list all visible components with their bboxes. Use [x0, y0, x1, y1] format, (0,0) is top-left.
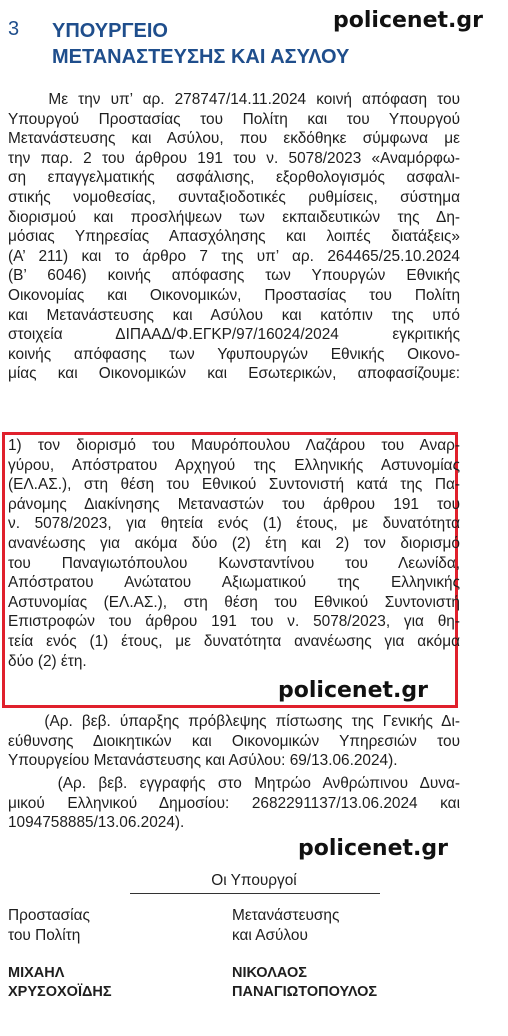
- ministry-heading-line1: ΥΠΟΥΡΓΕΙΟ: [52, 20, 168, 42]
- minister-right-name: [232, 964, 377, 1002]
- budget-line: (Αρ. βεβ. ύπαρξης πρόβλεψης πίστωσης της Γενικής Δι-: [8, 713, 460, 730]
- minister-left-role-line2: του Πολίτη: [8, 927, 81, 944]
- minister-left-last-name: ΧΡΥΣΟΧΟΪΔΗΣ: [8, 984, 112, 1000]
- decision-line: Επιστροφών του άρθρου 191 του ν. 5078/2023, για θη-: [8, 613, 460, 631]
- intro-line: Οικονομίας και Οικονομικών, Προστασίας του Πολίτη: [8, 286, 460, 304]
- intro-line: διορισμού και προσλήψεων των εκπαιδευτικών της Δη-: [8, 208, 460, 226]
- intro-line: Μετανάστευσης και Ασύλου, που εκδόθηκε σύμφωνα με: [8, 130, 460, 148]
- minister-right-role-line2: και Ασύλου: [232, 927, 308, 944]
- intro-line: Με την υπ’ αρ. 278747/14.11.2024 κοινή απόφαση του: [8, 91, 460, 108]
- decision-paragraph: [8, 436, 460, 671]
- decision-line: ράνομης Διακίνησης Μεταναστών του άρθρου 191 του: [8, 495, 460, 513]
- intro-line: μίας και Οικονομικών και Εσωτερικών, αποφασίζουμε:: [8, 365, 460, 383]
- decision-line: 1) τον διορισμό του Μαυρόπουλου Λαζάρου του Αναρ-: [8, 437, 460, 454]
- ministry-heading-line2: ΜΕΤΑΝΑΣΤΕΥΣΗΣ ΚΑΙ ΑΣΥΛΟΥ: [52, 46, 350, 68]
- decision-line: τεία ενός (1) έτους, με δυνατότητα ανανέωσης για ακόμα: [8, 632, 460, 650]
- intro-line: (Α’ 211) και το άρθρο 7 της υπ’ αρ. 264465/25.10.2024: [8, 247, 460, 265]
- minister-left-role-line1: Προστασίας: [8, 907, 90, 924]
- signature-divider: [130, 893, 380, 894]
- intro-line: Υπουργού Προστασίας του Πολίτη και του Υπουργού: [8, 110, 460, 128]
- registry-line: 1094758885/13.06.2024).: [8, 814, 185, 832]
- decision-line: (ΕΛ.ΑΣ.), στη θέση του Εθνικού Συντονιστή κατά της Πα-: [8, 476, 460, 494]
- watermark-middle: policenet.gr: [278, 678, 428, 703]
- intro-line: στοιχεία ΔΙΠΑΑΔ/Φ.ΕΓΚΡ/97/16024/2024 εγκριτικής: [8, 326, 460, 344]
- intro-line: την παρ. 2 του άρθρου 191 του ν. 5078/2023 «Αναμόρφω-: [8, 149, 460, 167]
- decision-line: του Παναγιωτόπουλου Κωνσταντίνου του Λεωνίδα,: [8, 554, 460, 572]
- registry-line: μικού Ελληνικού Δημοσίου: 2682291137/13.06.2024 και: [8, 794, 460, 812]
- budget-note: [8, 712, 460, 771]
- ministry-heading: [52, 18, 349, 70]
- registry-note: [8, 774, 460, 833]
- decision-line: ν. 5078/2023, για θητεία ενός (1) έτους, με δυνατότητα: [8, 515, 460, 533]
- minister-left-first-name: ΜΙΧΑΗΛ: [8, 965, 65, 981]
- decision-line: ανανέωσης για ακόμα δύο (2) έτη και 2) τον διορισμό: [8, 534, 460, 552]
- registry-line: (Αρ. βεβ. εγγραφής στο Μητρώο Ανθρώπινου Δυνα-: [8, 775, 460, 792]
- intro-line: κοινής απόφασης των Υφυπουργών Εθνικής Οικονο-: [8, 345, 460, 363]
- decision-line: Αστυνομίας (ΕΛ.ΑΣ.), στη θέση του Εθνικού Συντονιστή: [8, 593, 460, 611]
- minister-left-name: [8, 964, 112, 1002]
- minister-right-role-line1: Μετανάστευσης: [232, 907, 340, 924]
- intro-line: και Μετανάστευσης και Ασύλου και κατόπιν της υπό: [8, 306, 460, 324]
- decision-line: δύο (2) έτη.: [8, 652, 87, 670]
- section-number: 3: [8, 18, 20, 40]
- minister-left: [8, 906, 112, 1002]
- watermark-top: policenet.gr: [333, 8, 483, 33]
- budget-line: Υπουργείου Μετανάστευσης και Ασύλου: 69/13.06.2024).: [8, 752, 398, 770]
- minister-right-last-name: ΠΑΝΑΓΙΩΤΟΠΟΥΛΟΣ: [232, 984, 378, 1000]
- watermark-bottom: policenet.gr: [298, 836, 448, 861]
- ministers-title: Οι Υπουργοί: [211, 872, 297, 889]
- intro-paragraph: [8, 90, 460, 384]
- intro-line: (Β’ 6046) κοινής απόφασης των Υπουργών Εθνικής: [8, 267, 460, 285]
- decision-line: γύρου, Απόστρατου Αρχηγού της Ελληνικής Αστυνομίας: [8, 456, 460, 474]
- intro-line: ση επαγγελματικής ασφάλισης, εξορθολογισμός ασφαλι-: [8, 169, 460, 187]
- budget-line: εύθυνσης Διοικητικών και Οικονομικών Υπηρεσιών του: [8, 732, 460, 750]
- intro-line: στικής νομοθεσίας, συνταξιοδοτικές ρυθμίσεις, σύστημα: [8, 188, 460, 206]
- decision-line: Απόστρατου Ανώτατου Αξιωματικού της Ελληνικής: [8, 574, 460, 592]
- minister-right-first-name: ΝΙΚΟΛΑΟΣ: [232, 965, 307, 981]
- minister-right: [232, 906, 377, 1002]
- intro-line: μόσιας Υπηρεσίας Απασχόλησης και λοιπές διατάξεις»: [8, 228, 460, 246]
